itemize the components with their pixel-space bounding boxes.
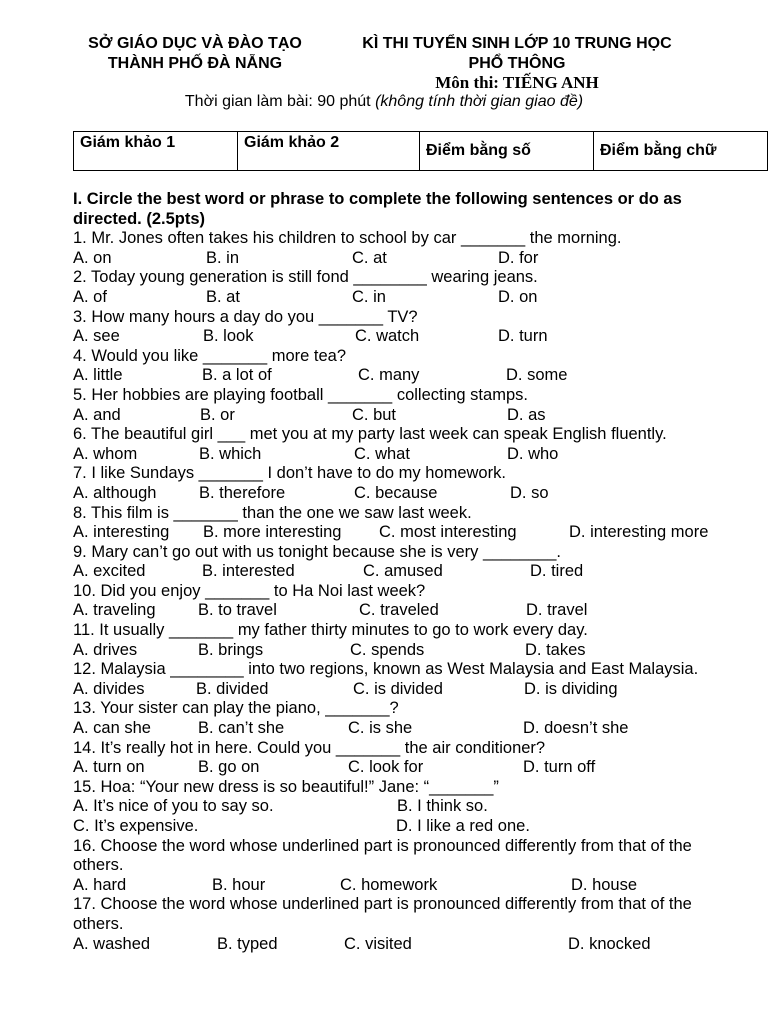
option-b: B. more interesting [203, 523, 342, 542]
option-a: A. interesting [73, 523, 170, 542]
option-d: D. knocked [568, 934, 651, 953]
question-text: 11. It usually _______ my father thirty minutes to go to work every day. [73, 621, 588, 640]
option-d: D. some [506, 366, 568, 385]
option-a: A. traveling [73, 601, 156, 620]
answer-options [73, 641, 733, 661]
option-c: C. homework [340, 875, 438, 894]
answer-options [73, 562, 733, 582]
question-text: 12. Malaysia ________ into two regions, known as West Malaysia and East Malaysia. [73, 660, 699, 679]
option-a: A. although [73, 483, 157, 502]
option-c: C. is she [348, 719, 413, 738]
department-header [60, 34, 330, 74]
option-c: C. visited [344, 934, 412, 953]
exam-duration [40, 93, 728, 111]
option-a: A. washed [73, 934, 151, 953]
question-text: 4. Would you like _______ more tea? [73, 346, 347, 365]
question-text: 3. How many hours a day do you _______ TV? [73, 307, 418, 326]
option-d: D. as [507, 405, 546, 424]
question-text: 17. Choose the word whose underlined part is pronounced differently from that of the others. [73, 895, 692, 933]
question-text: 13. Your sister can play the piano, _______? [73, 699, 399, 718]
answer-options [73, 523, 733, 543]
exam-header [334, 34, 700, 74]
option-b: B. therefore [199, 483, 286, 502]
option-b: B. which [199, 444, 262, 463]
option-a: A. turn on [73, 758, 145, 777]
option-c: C. many [358, 366, 420, 385]
option-b: B. in [206, 248, 240, 267]
option-c: C. It’s expensive. [73, 817, 199, 835]
score-words-cell: Điểm bằng chữ [594, 132, 768, 171]
option-c: C. but [352, 405, 397, 424]
answer-options [73, 406, 733, 426]
exam-subject: Môn thi: TIẾNG ANH [435, 73, 599, 92]
question-text: 10. Did you enjoy _______ to Ha Noi last week? [73, 581, 426, 600]
option-a: A. little [73, 366, 123, 385]
department-name: SỞ GIÁO DỤC VÀ ĐÀO TẠO [88, 35, 302, 52]
exam-title-line2: PHỔ THÔNG [468, 55, 566, 72]
option-c: C. because [354, 483, 438, 502]
answer-options [73, 327, 733, 347]
option-a: A. It’s nice of you to say so. [73, 797, 274, 816]
grader-2-cell: Giám khảo 2 [238, 132, 420, 171]
answer-options [73, 288, 733, 308]
option-b: B. a lot of [202, 366, 272, 385]
option-b: B. can’t she [198, 719, 285, 738]
option-d: D. turn [498, 327, 548, 346]
option-a: A. see [73, 327, 120, 346]
question-text: 15. Hoa: “Your new dress is so beautiful!” Jane: “_______” [73, 777, 499, 796]
option-a: A. can she [73, 719, 151, 738]
section-title: I. Circle the best word or phrase to complete the following sentences or do as directed. (2.5pts) [73, 190, 682, 228]
option-c: C. in [352, 287, 386, 306]
grader-table [73, 131, 768, 171]
option-b: B. brings [198, 640, 264, 659]
option-b: B. I think so. [397, 797, 488, 816]
question-text: 1. Mr. Jones often takes his children to school by car _______ the morning. [73, 229, 622, 248]
option-c: C. amused [363, 562, 443, 581]
option-d: D. doesn’t she [523, 719, 629, 738]
option-d: D. for [498, 248, 539, 267]
option-c: C. look for [348, 758, 424, 777]
option-c: C. what [354, 444, 410, 463]
questions-section [73, 190, 733, 954]
option-b: B. typed [217, 934, 278, 953]
option-c: C. most interesting [379, 523, 517, 542]
option-c: C. watch [355, 327, 420, 346]
exam-title-line1: KÌ THI TUYỂN SINH LỚP 10 TRUNG HỌC [362, 35, 672, 52]
option-a: A. hard [73, 875, 127, 894]
question-text: 14. It’s really hot in here. Could you _______ the air conditioner? [73, 738, 546, 757]
option-d: D. turn off [523, 758, 596, 777]
grader-1-cell: Giám khảo 1 [74, 132, 238, 171]
option-b: B. interested [202, 562, 295, 581]
option-a: A. and [73, 405, 121, 424]
option-d: D. so [510, 483, 549, 502]
option-d: D. who [507, 444, 559, 463]
answer-options [73, 484, 733, 504]
option-d: D. tired [530, 562, 584, 581]
option-a: A. of [73, 287, 107, 306]
option-c: C. at [352, 248, 387, 267]
option-d: D. on [498, 287, 538, 306]
answer-options [73, 680, 733, 700]
answer-options [73, 719, 733, 739]
option-b: B. divided [196, 679, 269, 698]
question-text: 16. Choose the word whose underlined part is pronounced differently from that of the others. [73, 836, 692, 875]
question-text: 9. Mary can’t go out with us tonight because she is very ________. [73, 542, 561, 561]
answer-options [73, 817, 733, 837]
option-b: B. hour [212, 875, 266, 894]
city-name: THÀNH PHỐ ĐÀ NẴNG [107, 55, 283, 72]
option-d: D. I like a red one. [396, 817, 530, 835]
question-text: 7. I like Sundays _______ I don’t have to do my homework. [73, 464, 506, 483]
score-number-cell: Điểm bằng số [420, 132, 594, 171]
option-a: A. divides [73, 679, 145, 698]
option-b: B. to travel [198, 601, 277, 620]
option-d: D. is dividing [524, 679, 618, 698]
option-d: D. house [571, 875, 638, 894]
option-b: B. go on [198, 758, 260, 777]
answer-options [73, 758, 733, 778]
duration-note: (không tính thời gian giao đề) [375, 93, 584, 110]
option-b: B. or [200, 405, 235, 424]
option-b: B. at [206, 287, 240, 306]
option-d: D. travel [526, 601, 588, 620]
question-text: 5. Her hobbies are playing football _______ collecting stamps. [73, 385, 528, 404]
question-text: 8. This film is _______ than the one we saw last week. [73, 503, 472, 522]
option-a: A. drives [73, 640, 138, 659]
option-c: C. is divided [353, 679, 443, 698]
option-a: A. excited [73, 562, 146, 581]
answer-options [73, 601, 733, 621]
question-text: 6. The beautiful girl ___ met you at my party last week can speak English fluently. [73, 425, 667, 444]
answer-options [73, 935, 733, 955]
option-d: D. interesting more [569, 523, 709, 542]
option-b: B. look [203, 327, 254, 346]
answer-options [73, 249, 733, 269]
answer-options [73, 445, 733, 465]
answer-options [73, 797, 733, 817]
question-text: 2. Today young generation is still fond ________ wearing jeans. [73, 268, 538, 287]
option-a: A. on [73, 248, 112, 267]
duration-text: Thời gian làm bài: 90 phút [184, 93, 376, 110]
answer-options [73, 876, 733, 896]
answer-options [73, 366, 733, 386]
option-c: C. traveled [359, 601, 439, 620]
option-d: D. takes [525, 640, 586, 659]
option-c: C. spends [350, 640, 425, 659]
option-a: A. whom [73, 444, 138, 463]
